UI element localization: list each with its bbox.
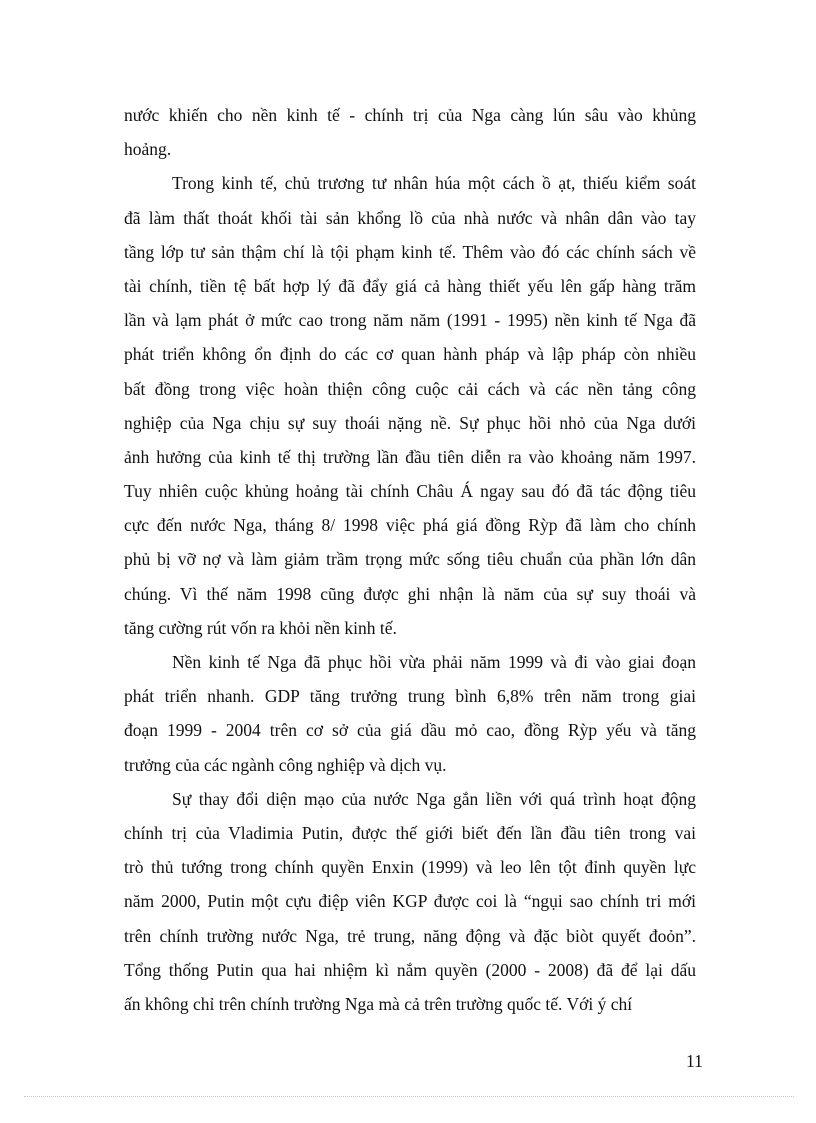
text-line: bất đồng trong việc hoàn thiện công cuộc cải cách và các nền tảng công	[124, 378, 696, 399]
text-line: trò thủ tướng trong chính quyền Enxin (1999) và leo lên tột đỉnh quyền lực	[124, 857, 696, 878]
text-line: phát triển nhanh. GDP tăng trưởng trung bình 6,8% trên năm trong giai	[124, 686, 696, 707]
body-text	[124, 98, 696, 1021]
text-line: tài chính, tiền tệ bất hợp lý đã đẩy giá cả hàng thiết yếu lên gấp hàng trăm	[124, 275, 696, 296]
text-line: trưởng của các ngành công nghiệp và dịch vụ.	[124, 754, 447, 775]
text-line: chúng. Vì thế năm 1998 cũng được ghi nhận là năm của sự suy thoái và	[124, 583, 696, 604]
text-line: nghiệp của Nga chịu sự suy thoái nặng nề. Sự phục hồi nhỏ của Nga dưới	[124, 412, 696, 433]
text-line: hoảng.	[124, 139, 172, 160]
text-line: ấn không chỉ trên chính trường Nga mà cả trên trường quốc tế. Với ý chí	[124, 993, 633, 1014]
text-line: phủ bị vỡ nợ và làm giảm trầm trọng mức sống tiêu chuẩn của phần lớn dân	[124, 549, 696, 570]
text-line: trên chính trường nước Nga, trẻ trung, năng động và đặc biòt quyết đoỏn”.	[124, 925, 696, 946]
paragraph	[124, 645, 696, 782]
text-line: lần và lạm phát ở mức cao trong năm năm (1991 - 1995) nền kinh tế Nga đã	[124, 310, 696, 331]
text-line: chính trị của Vladimia Putin, được thế giới biết đến lần đầu tiên trong vai	[124, 822, 696, 843]
text-line: phát triển không ổn định do các cơ quan hành pháp và lập pháp còn nhiều	[124, 344, 696, 365]
text-line: năm 2000, Putin một cựu điệp viên KGP được coi là “ngụi sao chính tri mới	[124, 891, 696, 912]
text-line: Tổng thống Putin qua hai nhiệm kì nắm quyền (2000 - 2008) đã để lại dấu	[124, 959, 696, 980]
text-line: Sự thay đổi diện mạo của nước Nga gắn liền với quá trình hoạt động	[172, 788, 696, 809]
paragraph	[124, 98, 696, 166]
text-line: Trong kinh tế, chủ trương tư nhân húa một cách ồ ạt, thiếu kiểm soát	[172, 173, 696, 194]
page-number: 11	[686, 1051, 703, 1071]
text-line: nước khiến cho nền kinh tế - chính trị của Nga càng lún sâu vào khủng	[124, 105, 696, 125]
text-line: ảnh hưởng của kinh tế thị trường lần đầu tiên diễn ra vào khoảng năm 1997.	[124, 446, 696, 467]
text-line: tăng cường rút vốn ra khỏi nền kinh tế.	[124, 617, 397, 638]
footer-divider	[24, 1096, 794, 1097]
text-line: tầng lớp tư sản thậm chí là tội phạm kinh tế. Thêm vào đó các chính sách về	[124, 241, 696, 262]
text-line: cực đến nước Nga, tháng 8/ 1998 việc phá giá đồng Rỳp đã làm cho chính	[124, 515, 696, 536]
paragraph	[124, 166, 696, 645]
text-line: Nền kinh tế Nga đã phục hồi vừa phải năm 1999 và đi vào giai đoạn	[172, 652, 696, 672]
text-line: Tuy nhiên cuộc khủng hoảng tài chính Châu Á ngay sau đó đã tác động tiêu	[124, 481, 696, 502]
text-line: đã làm thất thoát khối tài sản khổng lồ của nhà nước và nhân dân vào tay	[124, 207, 696, 228]
paragraph	[124, 782, 696, 1021]
text-line: đoạn 1999 - 2004 trên cơ sở của giá dầu mỏ cao, đồng Rỳp yếu và tăng	[124, 720, 696, 741]
